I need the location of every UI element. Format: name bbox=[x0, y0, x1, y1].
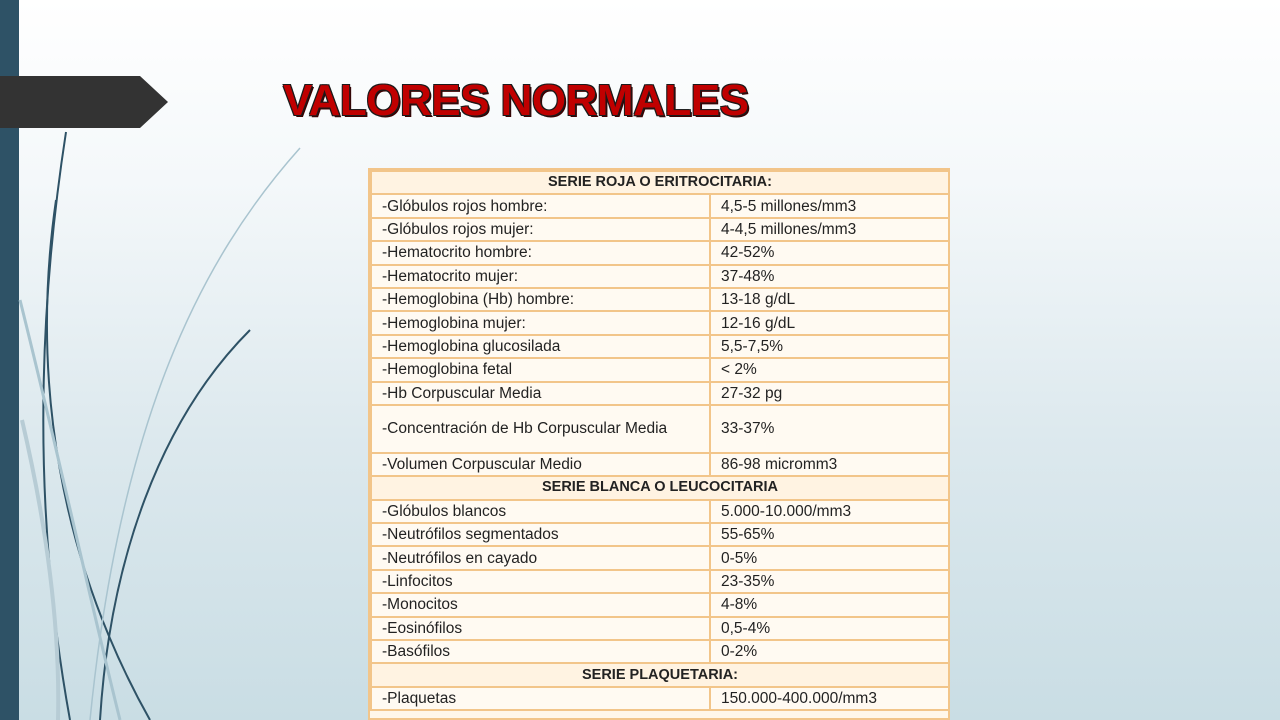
row-label: -Plaquetas bbox=[371, 687, 710, 710]
table-row bbox=[371, 194, 949, 217]
row-value: 5.000-10.000/mm3 bbox=[710, 500, 949, 523]
row-value: 0,5-4% bbox=[710, 617, 949, 640]
row-label: -Linfocitos bbox=[371, 570, 710, 593]
table-row bbox=[371, 358, 949, 381]
decor-curve-2 bbox=[47, 200, 150, 720]
row-value: 0-2% bbox=[710, 640, 949, 663]
table-row bbox=[371, 288, 949, 311]
row-value: 42-52% bbox=[710, 241, 949, 264]
table-row bbox=[371, 546, 949, 569]
decor-curve-5 bbox=[20, 300, 120, 720]
row-value: 23-35% bbox=[710, 570, 949, 593]
row-value: 4,5-5 millones/mm3 bbox=[710, 194, 949, 217]
row-value: 4-8% bbox=[710, 593, 949, 616]
section-header-platelet: SERIE PLAQUETARIA: bbox=[371, 663, 949, 686]
section-header-row bbox=[371, 476, 949, 499]
table-row bbox=[371, 335, 949, 358]
row-label: -Concentración de Hb Corpuscular Media bbox=[371, 405, 710, 453]
table-row bbox=[371, 453, 949, 476]
row-label: -Glóbulos blancos bbox=[371, 500, 710, 523]
row-value: 150.000-400.000/mm3 bbox=[710, 687, 949, 710]
row-value: 12-16 g/dL bbox=[710, 311, 949, 334]
row-label: -Eosinófilos bbox=[371, 617, 710, 640]
row-value: 55-65% bbox=[710, 523, 949, 546]
table-row bbox=[371, 311, 949, 334]
title-arrow-shape bbox=[0, 76, 168, 128]
section-header-red: SERIE ROJA O ERITROCITARIA: bbox=[371, 171, 949, 194]
decor-curve-4 bbox=[90, 148, 300, 720]
table-row bbox=[371, 265, 949, 288]
page-title: VALORES NORMALES bbox=[283, 76, 749, 125]
row-label: -Hematocrito hombre: bbox=[371, 241, 710, 264]
row-label: -Glóbulos rojos mujer: bbox=[371, 218, 710, 241]
row-label: -Basófilos bbox=[371, 640, 710, 663]
values-table bbox=[370, 170, 950, 711]
row-label: -Hemoglobina glucosilada bbox=[371, 335, 710, 358]
row-value: 0-5% bbox=[710, 546, 949, 569]
row-label: -Monocitos bbox=[371, 593, 710, 616]
row-label: -Hemoglobina fetal bbox=[371, 358, 710, 381]
row-label: -Hemoglobina mujer: bbox=[371, 311, 710, 334]
row-value: 37-48% bbox=[710, 265, 949, 288]
row-label: -Hemoglobina (Hb) hombre: bbox=[371, 288, 710, 311]
row-label: -Glóbulos rojos hombre: bbox=[371, 194, 710, 217]
row-value: 4-4,5 millones/mm3 bbox=[710, 218, 949, 241]
table-row bbox=[371, 523, 949, 546]
table-row bbox=[371, 405, 949, 453]
table-row bbox=[371, 570, 949, 593]
normal-values-table bbox=[368, 168, 950, 720]
decor-curve-6 bbox=[22, 420, 58, 720]
section-header-row bbox=[371, 171, 949, 194]
table-row bbox=[371, 241, 949, 264]
row-value: 27-32 pg bbox=[710, 382, 949, 405]
table-row bbox=[371, 640, 949, 663]
row-value: 13-18 g/dL bbox=[710, 288, 949, 311]
row-value: 5,5-7,5% bbox=[710, 335, 949, 358]
row-value: 33-37% bbox=[710, 405, 949, 453]
table-row bbox=[371, 218, 949, 241]
table-row bbox=[371, 382, 949, 405]
row-label: -Volumen Corpuscular Medio bbox=[371, 453, 710, 476]
row-label: -Neutrófilos segmentados bbox=[371, 523, 710, 546]
section-header-row bbox=[371, 663, 949, 686]
row-value: 86-98 micromm3 bbox=[710, 453, 949, 476]
table-row bbox=[371, 500, 949, 523]
section-header-white: SERIE BLANCA O LEUCOCITARIA bbox=[371, 476, 949, 499]
table-row bbox=[371, 593, 949, 616]
table-row bbox=[371, 617, 949, 640]
decor-curve-3 bbox=[100, 330, 250, 720]
row-label: -Neutrófilos en cayado bbox=[371, 546, 710, 569]
row-label: -Hematocrito mujer: bbox=[371, 265, 710, 288]
table-row bbox=[371, 687, 949, 710]
row-value: < 2% bbox=[710, 358, 949, 381]
row-label: -Hb Corpuscular Media bbox=[371, 382, 710, 405]
